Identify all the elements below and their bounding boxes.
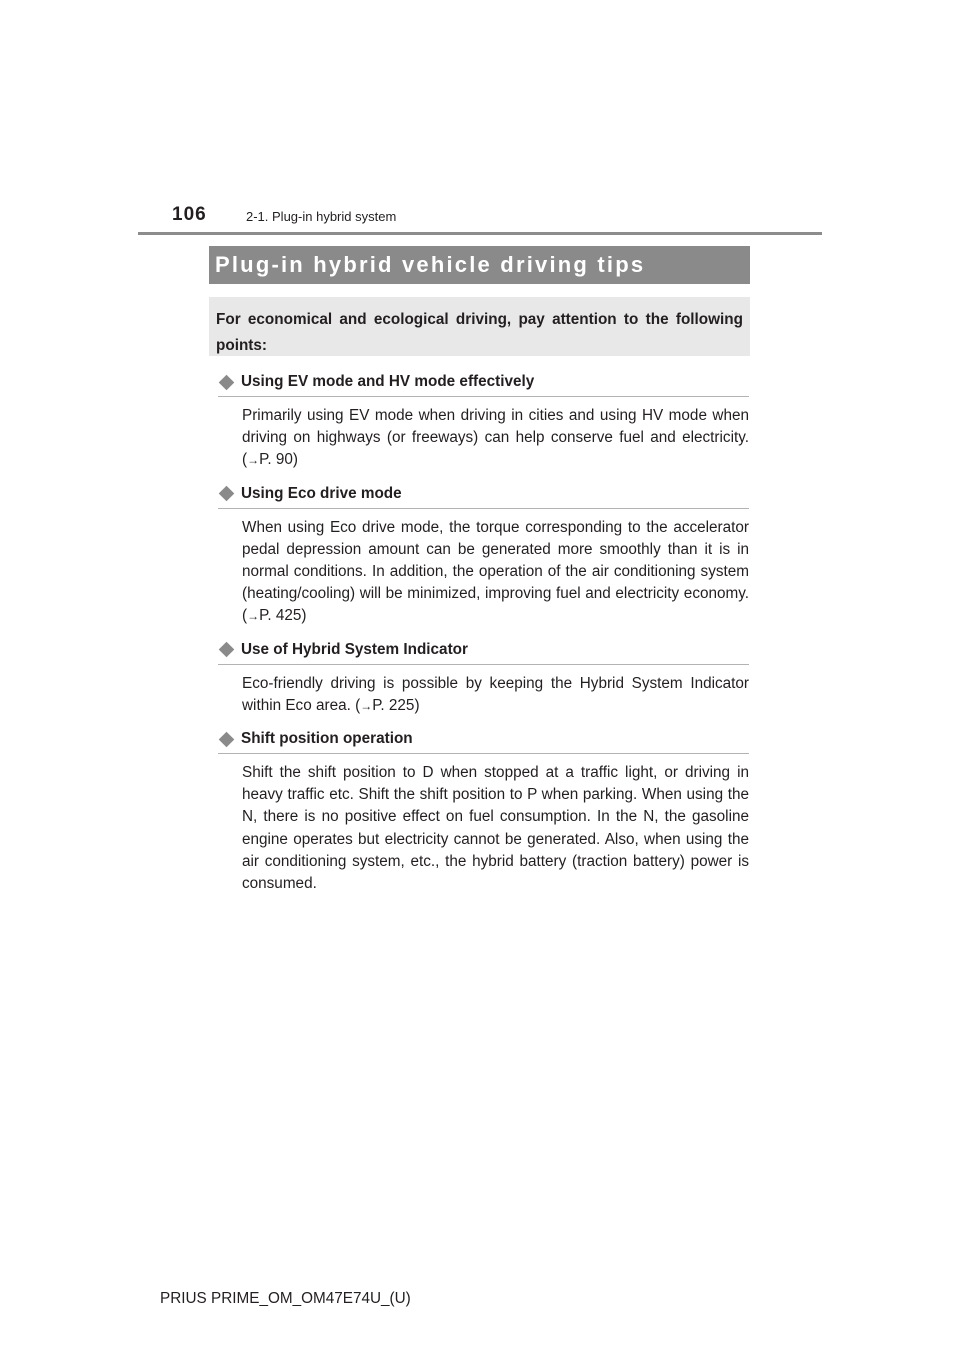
section-body	[242, 673, 749, 717]
chapter-section-label: 2-1. Plug-in hybrid system	[246, 209, 397, 224]
section-heading	[218, 640, 749, 665]
diamond-bullet-icon	[219, 642, 235, 658]
diamond-bullet-icon	[219, 374, 235, 390]
section-shift-position	[218, 729, 749, 895]
section-heading-text: Use of Hybrid System Indicator	[241, 640, 468, 658]
arrow-right-icon: →	[247, 453, 260, 468]
page-title: Plug-in hybrid vehicle driving tips	[215, 252, 646, 277]
arrow-right-icon: →	[360, 698, 373, 713]
page-number: 106	[172, 204, 207, 225]
intro-box	[209, 297, 750, 356]
section-heading-text: Shift position operation	[241, 730, 413, 748]
section-body	[242, 405, 749, 472]
section-body	[242, 517, 749, 628]
section-heading-text: Using EV mode and HV mode effectively	[241, 373, 535, 390]
section-heading	[218, 484, 749, 509]
intro-text: For economical and ecological driving, pay attention to the following points:	[216, 311, 743, 354]
section-heading	[218, 372, 749, 397]
section-eco-drive-mode	[218, 484, 749, 628]
page-reference-link[interactable]: P. 90)	[259, 451, 298, 469]
section-body-text: Eco-friendly driving is possible by keeping the Hybrid System Indicator within Eco area. (	[242, 674, 749, 714]
document-footer: PRIUS PRIME_OM_OM47E74U_(U)	[160, 1290, 411, 1307]
section-heading-text: Using Eco drive mode	[241, 484, 402, 502]
section-body-text: When using Eco drive mode, the torque corresponding to the accelerator pedal depression amount can be generated more smoothly than it is in normal conditions. In addition, the operation of the air conditioning system (heating/cooling) will be minimized, improving fuel and electricity economy. (	[242, 518, 749, 625]
header-divider	[138, 232, 822, 235]
diamond-bullet-icon	[219, 731, 235, 747]
page-reference-link[interactable]: P. 225)	[372, 696, 420, 714]
section-hybrid-system-indicator	[218, 640, 749, 717]
section-body-text: Shift the shift position to D when stopped at a traffic light, or driving in heavy traffic etc. Shift the shift position to P when parking. When using the N, there is no positive effect on fuel consumption. In the N, the gasoline engine operates but electricity cannot be generated. Also, when using the air conditioning system, etc., the hybrid battery (traction battery) power is consumed.	[242, 764, 749, 893]
page-reference-link[interactable]: P. 425)	[259, 607, 307, 625]
page-title-bar	[209, 246, 750, 284]
section-body	[242, 762, 749, 895]
content-area	[218, 372, 749, 907]
section-body-text: Primarily using EV mode when driving in cities and using HV mode when driving on highways (or freeways) can help conserve fuel and electricity. (	[242, 407, 749, 469]
arrow-right-icon: →	[247, 609, 260, 624]
diamond-bullet-icon	[219, 486, 235, 502]
section-heading	[218, 729, 749, 754]
section-ev-hv-mode	[218, 372, 749, 472]
